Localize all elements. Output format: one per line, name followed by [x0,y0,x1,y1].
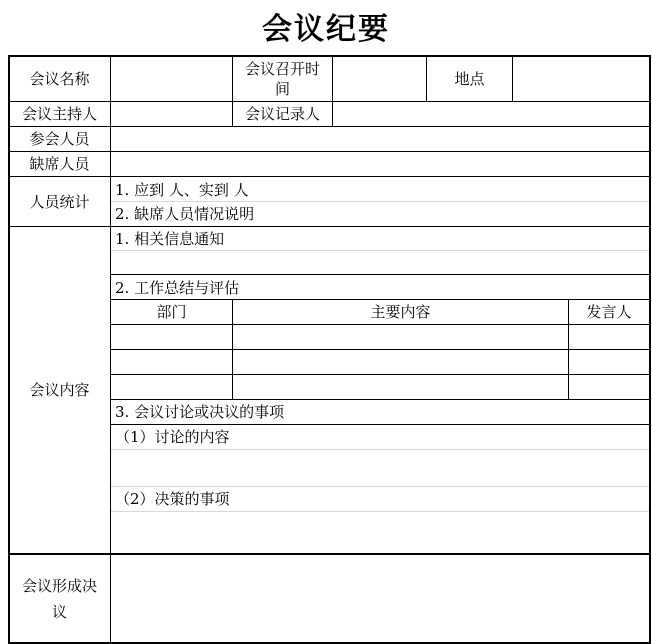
absent-field[interactable] [111,152,649,176]
recorder-field[interactable] [333,102,649,126]
meeting-time-label-line1: 会议召开时 [244,59,320,78]
discussion-label: （1）讨论的内容 [115,428,230,446]
meeting-time-label [233,56,332,101]
content-item-1: 1. 相关信息通知 [115,229,225,248]
attendees-label: 参会人员 [29,130,90,148]
host-field[interactable] [111,102,232,126]
location-field[interactable] [513,56,649,101]
stats-label: 人员统计 [29,192,90,211]
content-item-3: 3. 会议讨论或决议的事项 [115,403,285,421]
location-label: 地点 [454,69,485,88]
meeting-name-label: 会议名称 [29,69,90,88]
decision-field[interactable] [111,512,649,553]
table-row[interactable] [111,350,649,374]
absent-label: 缺席人员 [29,155,90,173]
content-item-1-field[interactable] [111,251,649,274]
decision-label: （2）决策的事项 [115,490,230,508]
page-title: 会议纪要 [262,12,390,47]
border-right [649,55,651,644]
attendees-field[interactable] [111,127,649,151]
recorder-label: 会议记录人 [244,105,320,123]
resolution-field[interactable] [111,555,649,642]
resolution-label-line1: 会议形成决 [21,576,97,595]
meeting-time-field[interactable] [333,56,426,101]
content-item-2: 2. 工作总结与评估 [115,278,240,297]
table-row[interactable] [111,375,649,399]
meeting-time-label-line2: 间 [274,79,290,98]
col-header-speaker: 发言人 [586,303,632,321]
stats-item-2: 2. 缺席人员情况说明 [115,205,255,223]
row-line [110,274,650,275]
discussion-field[interactable] [111,450,649,486]
meeting-name-field[interactable] [111,56,232,101]
content-label: 会议内容 [29,381,90,399]
stats-item-1: 1. 应到 人、实到 人 [115,180,249,199]
table-row[interactable] [111,325,649,349]
host-label: 会议主持人 [21,105,97,123]
resolution-label-line2: 议 [51,602,67,621]
resolution-label [9,555,110,642]
col-header-department: 部门 [156,303,187,321]
col-header-main-content: 主要内容 [370,303,431,321]
